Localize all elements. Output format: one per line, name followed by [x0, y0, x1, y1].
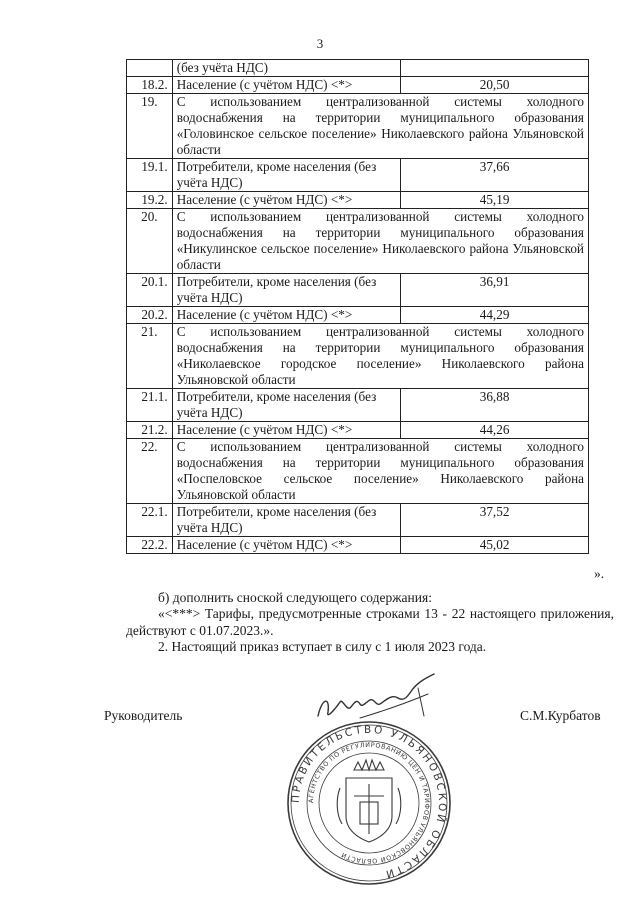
row-description: Население (с учётом НДС) <*> — [172, 192, 400, 209]
row-description: С использованием централизованной системы холодного водоснабжения на территории муниципального образования «Николаевское городское поселение» Николаевского района Ульяновской области — [172, 324, 588, 389]
seal-outer-text: ПРАВИТЕЛЬСТВО УЛЬЯНОВСКОЙ ОБЛАСТИ — [289, 723, 449, 881]
table-row — [127, 274, 589, 307]
signatory-title: Руководитель — [104, 708, 183, 723]
row-number: 22. — [127, 439, 173, 504]
signatory-name: С.М.Курбатов — [520, 708, 601, 723]
table-row — [127, 389, 589, 422]
row-description: (без учёта НДС) — [172, 60, 400, 77]
row-tariff-value: 37,52 — [401, 504, 589, 537]
row-number: 21.1. — [127, 389, 173, 422]
table-group-row — [127, 324, 589, 389]
row-description: Население (с учётом НДС) <*> — [172, 422, 400, 439]
table-row — [127, 307, 589, 324]
table-row — [127, 537, 589, 554]
table-row — [127, 77, 589, 94]
row-number: 18.2. — [127, 77, 173, 94]
item-b-text: б) дополнить сноской следующего содержания: — [158, 590, 432, 605]
table-group-row — [127, 209, 589, 274]
row-description: Потребители, кроме населения (без учёта НДС) — [172, 504, 400, 537]
row-description: С использованием централизованной системы холодного водоснабжения на территории муниципального образования «Поспеловское сельское поселение» Николаевского района Ульяновской области — [172, 439, 588, 504]
row-tariff-value: 44,29 — [401, 307, 589, 324]
table-group-row — [127, 94, 589, 159]
row-number: 20.2. — [127, 307, 173, 324]
row-number: 20.1. — [127, 274, 173, 307]
row-tariff-value: 20,50 — [401, 77, 589, 94]
row-number: 22.2. — [127, 537, 173, 554]
row-tariff-value: 36,91 — [401, 274, 589, 307]
table-row — [127, 504, 589, 537]
row-description: Население (с учётом НДС) <*> — [172, 77, 400, 94]
row-description: Население (с учётом НДС) <*> — [172, 537, 400, 554]
coat-of-arms-emblem — [337, 760, 401, 842]
row-description: Потребители, кроме населения (без учёта НДС) — [172, 274, 400, 307]
table-group-row — [127, 439, 589, 504]
row-number — [127, 60, 173, 77]
row-number: 20. — [127, 209, 173, 274]
row-number: 21. — [127, 324, 173, 389]
item-2-text: 2. Настоящий приказ вступает в силу с 1 июля 2023 года. — [158, 639, 487, 654]
row-number: 19.1. — [127, 159, 173, 192]
table-row — [127, 192, 589, 209]
row-number: 22.1. — [127, 504, 173, 537]
row-tariff-value: 37,66 — [401, 159, 589, 192]
row-tariff-value: 45,02 — [401, 537, 589, 554]
row-description: С использованием централизованной системы холодного водоснабжения на территории муниципального образования «Головинское сельское поселение» Николаевского района Ульяновской области — [172, 94, 588, 159]
table-row — [127, 422, 589, 439]
seal-inner-text: АГЕНТСТВО ПО РЕГУЛИРОВАНИЮ ЦЕН И ТАРИФОВ УЛЬЯНОВСКОЙ ОБЛАСТИ — [306, 740, 432, 866]
row-number: 19. — [127, 94, 173, 159]
table-row — [127, 60, 589, 77]
tariff-table — [126, 59, 589, 554]
row-description: С использованием централизованной системы холодного водоснабжения на территории муниципального образования «Никулинское сельское поселение» Николаевского района Ульяновской области — [172, 209, 588, 274]
row-description: Потребители, кроме населения (без учёта НДС) — [172, 159, 400, 192]
table-row — [127, 159, 589, 192]
closing-quote: ». — [594, 566, 605, 581]
row-description: Потребители, кроме населения (без учёта НДС) — [172, 389, 400, 422]
official-seal — [284, 718, 454, 888]
row-number: 21.2. — [127, 422, 173, 439]
row-tariff-value: 44,26 — [401, 422, 589, 439]
row-description: Население (с учётом НДС) <*> — [172, 307, 400, 324]
row-tariff-value — [401, 60, 589, 77]
page-number: 3 — [316, 36, 324, 51]
footnote-text: «<***> Тарифы, предусмотренные строками 13 - 22 настоящего приложения, действуют с 01.07.2023.». — [126, 606, 614, 638]
row-tariff-value: 45,19 — [401, 192, 589, 209]
row-tariff-value: 36,88 — [401, 389, 589, 422]
row-number: 19.2. — [127, 192, 173, 209]
